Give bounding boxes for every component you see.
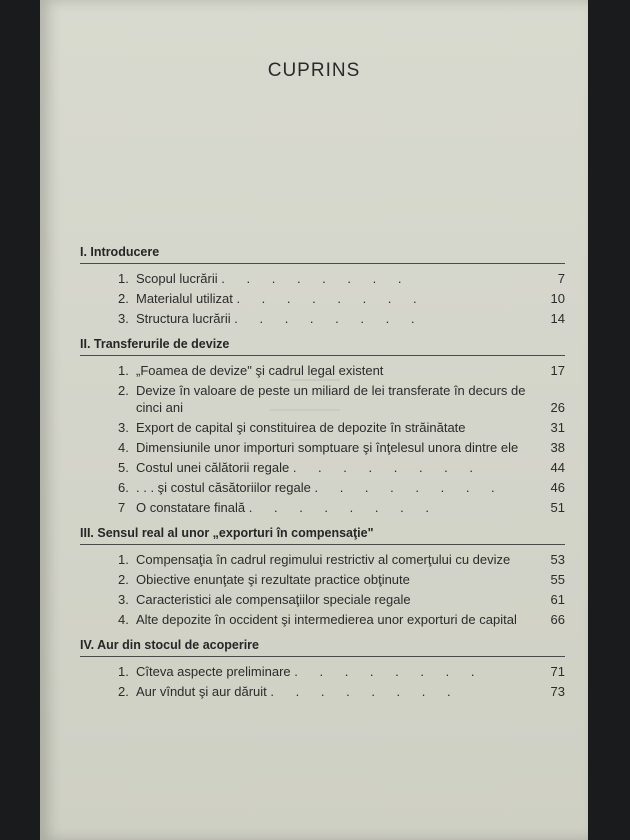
section-heading: IV. Aur din stocul de acoperire	[80, 638, 565, 657]
entry-text: Caracteristici ale compensaţiilor speciale regale	[136, 592, 411, 607]
entry-text: Export de capital şi constituirea de depozite în străinătate	[136, 420, 466, 435]
entry-number: 2.	[118, 383, 129, 398]
entry-page: 73	[550, 684, 565, 699]
entry-number: 3.	[118, 311, 129, 326]
toc-entry	[118, 310, 565, 327]
toc-entry	[118, 683, 565, 700]
entry-page: 66	[550, 612, 565, 627]
toc-entry	[118, 479, 565, 496]
leader-dots: . . . . . . . .	[234, 311, 424, 326]
leader-dots: . . . . . . . .	[294, 664, 484, 679]
toc-entry	[118, 551, 565, 568]
entry-text: Devize în valoare de peste un miliard de lei transferate în decurs de cinci ani	[136, 383, 526, 415]
entry-text: „Foamea de devize" şi cadrul legal existent	[136, 363, 384, 378]
section-heading: II. Transferurile de devize	[80, 337, 565, 356]
entry-number: 4.	[118, 612, 129, 627]
toc-entry	[118, 439, 565, 456]
entry-text: Obiective enunţate şi rezultate practice obţinute	[136, 572, 410, 587]
entry-number: 1.	[118, 664, 129, 679]
entry-number: 2.	[118, 291, 129, 306]
entry-page: 53	[550, 552, 565, 567]
entry-page: 55	[550, 572, 565, 587]
toc-entry	[118, 571, 565, 588]
page-title: CUPRINS	[267, 60, 361, 81]
leader-dots: . . . . . . . .	[248, 500, 438, 515]
entry-number: 2.	[118, 572, 129, 587]
toc-entry	[118, 290, 565, 307]
entry-text: Alte depozite în occident şi intermedierea unor exporturi de capital	[136, 612, 517, 627]
entry-number: 3.	[118, 592, 129, 607]
entry-page: 31	[550, 420, 565, 435]
toc-entry	[118, 611, 565, 628]
entry-number: 3.	[118, 420, 129, 435]
entry-text: Compensaţia în cadrul regimului restrictiv al comerţului cu devize	[136, 552, 511, 567]
toc-entry	[118, 382, 565, 416]
entry-text: Cîteva aspecte preliminare	[136, 664, 291, 679]
entry-page: 26	[550, 400, 565, 415]
entry-page: 7	[557, 271, 565, 286]
entry-page: 46	[550, 480, 565, 495]
entry-page: 14	[550, 311, 565, 326]
section-heading: I. Introducere	[80, 245, 565, 264]
entry-page: 17	[550, 363, 565, 378]
leader-dots: . . . . . . . .	[221, 271, 411, 286]
entry-text: Scopul lucrării	[136, 271, 218, 286]
entry-page: 44	[550, 460, 565, 475]
section-introducere	[80, 245, 565, 327]
entry-number: 7	[118, 500, 126, 515]
toc-entry	[118, 499, 565, 516]
book-page	[40, 0, 588, 840]
entry-text: Materialul utilizat	[136, 291, 233, 306]
toc-entry	[118, 362, 565, 379]
leader-dots: . . . . . . . .	[236, 291, 426, 306]
entry-number: 1.	[118, 552, 129, 567]
entry-number: 4.	[118, 440, 129, 455]
toc-entry	[118, 591, 565, 608]
entry-text: Structura lucrării	[136, 311, 231, 326]
entry-text: Costul unei călătorii regale	[136, 460, 290, 475]
leader-dots: . . . . . . . .	[314, 480, 504, 495]
section-sensul-real	[80, 526, 565, 628]
entry-text: . . . şi costul căsătoriilor regale	[136, 480, 311, 495]
entry-number: 2.	[118, 684, 129, 699]
toc-entry	[118, 419, 565, 436]
entry-number: 1.	[118, 271, 129, 286]
leader-dots: . . . . . . . .	[292, 460, 483, 475]
table-of-contents	[80, 245, 565, 710]
entry-page: 38	[550, 440, 565, 455]
section-aur	[80, 638, 565, 700]
entry-number: 1.	[118, 363, 129, 378]
entry-number: 5.	[118, 460, 129, 475]
leader-dots: . . . . . . . .	[270, 684, 460, 699]
entry-page: 61	[550, 592, 565, 607]
entry-text: Aur vîndut şi aur dăruit	[136, 684, 267, 699]
section-heading: III. Sensul real al unor „exporturi în compensaţie"	[80, 526, 565, 545]
toc-entry	[118, 663, 565, 680]
entry-number: 6.	[118, 480, 129, 495]
toc-entry	[118, 270, 565, 287]
entry-text: O constatare finală	[136, 500, 246, 515]
entry-page: 71	[550, 664, 565, 679]
entry-page: 10	[550, 291, 565, 306]
entry-text: Dimensiunile unor importuri somptuare şi înţelesul unora dintre ele	[136, 440, 519, 455]
toc-entry	[118, 459, 565, 476]
entry-page: 51	[550, 500, 565, 515]
section-transferuri	[80, 337, 565, 516]
